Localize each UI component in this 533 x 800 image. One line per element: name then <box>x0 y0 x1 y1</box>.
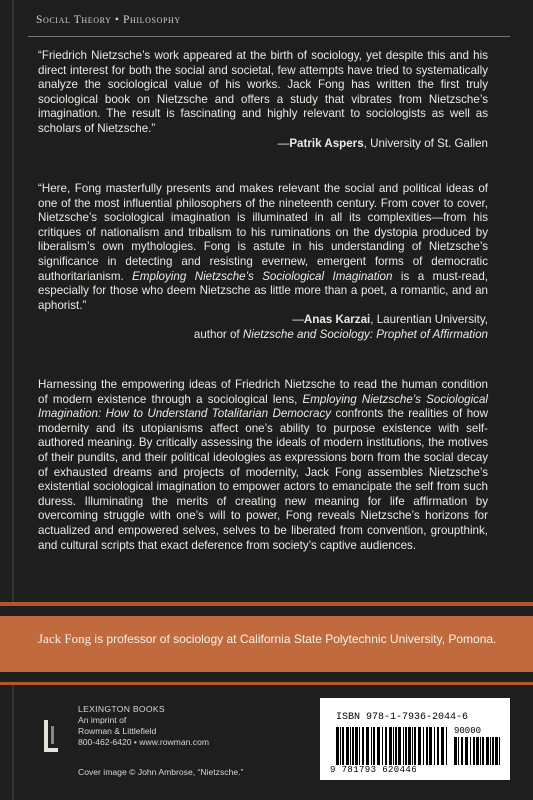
ean-number: 9 781793 620446 <box>330 765 418 775</box>
publisher-logo-icon <box>42 718 64 754</box>
category-label: Social Theory • Philosophy <box>36 14 181 26</box>
spacer <box>0 606 533 616</box>
publisher-info <box>78 704 209 748</box>
endorsement-1 <box>38 49 488 151</box>
endorser-credit: author of Nietzsche and Sociology: Prophet of Affirmation <box>193 327 488 341</box>
divider <box>28 36 510 37</box>
author-name: Jack Fong <box>38 631 92 646</box>
publisher-name: LEXINGTON BOOKS <box>78 704 165 714</box>
author-bio: Jack Fong is professor of sociology at California State Polytechnic University, Pomona. <box>38 631 497 646</box>
isbn-label: ISBN 978-1-7936-2044-6 <box>336 712 469 723</box>
book-title: Employing Nietzsche’s Sociological Imagination <box>132 269 393 283</box>
endorsement-text: “Friedrich Nietzsche’s work appeared at the birth of sociology, yet despite this and his direct interest for both the social and societal, few attempts have tried to systematically analyze the sociological value of his works. Jack Fong has written the first truly sociological book on Nietzsche and offers a study that vibrates from Nietzsche’s imagination. The result is fascinating and highly relevant to sociologists as well as scholars of Nietzsche.” <box>38 49 488 135</box>
cover-credit: Cover image © John Ambrose, “Nietzsche.” <box>78 767 244 777</box>
endorser-name: Patrik Aspers <box>289 136 364 150</box>
endorser-name: Anas Karzai <box>303 313 371 327</box>
book-title: Employing Nietzsche’s Sociological Imagination: How to Understand Totalitarian Democracy <box>38 392 488 421</box>
publisher-line: Rowman & Littlefield <box>78 726 157 736</box>
spacer <box>0 672 533 682</box>
accent-rule <box>0 682 533 685</box>
endorsement-2: “Here, Fong masterfully presents and makes relevant the social and political ideas of one of the most influential philosophers of the nineteenth century. From cover to cover, Nietzsche’s sociological imagination is illuminated in all its complexities—from his critiques of nationalism and tribalism to his ruminations on the dystopia produced by liberalism’s own mythologies. Fong is astute in his understanding of Nietzsche’s significance in detecting and resisting evernew, emergent forms of democratic authoritarianism. Employing Nietzsche’s Sociological Imagination is a must-read, especially for those who deem Nietzsche as little more than a poet, a romantic, and an aphorist.” —Anas Karzai, Laurentian University, author of Nietzsche and Sociology: Prophet of Affirmation <box>38 182 488 341</box>
publisher-line: An imprint of <box>78 715 127 725</box>
publisher-contact: 800-462-6420 • www.rowman.com <box>78 737 210 747</box>
ean-barcode <box>336 727 448 765</box>
book-description: Harnessing the empowering ideas of Friedrich Nietzsche to read the human condition of modern existence through a sociological lens, Employing Nietzsche’s Sociological Imagination: How to Understand Totalitarian Democracy confronts the realities of how modernity and its utopianisms affect one’s ability to purpose existence with self-authored meaning. By critically assessing the ideals of modern institutions, the motives of their pundits, and their political ideologies as expressions born from the social decay of exhausted dreams and projects of modernity, Jack Fong assembles Nietzsche’s existential sociological imagination to empower actors to emancipate the self from such duress. Illuminating the merits of creating new meaning for life affirmation by overcoming struggle with one’s will to power, Fong reveals Nietzsche’s horizons for actualized and empowered selves, selves to be liberated from convention, groupthink, and cultural scripts that exact deference from society’s captive audiences. <box>38 378 488 552</box>
price-code: 90000 <box>454 726 482 736</box>
endorsement-attribution: —Patrik Aspers, University of St. Gallen <box>277 136 488 150</box>
endorsement-attribution: —Anas Karzai, Laurentian University, <box>292 313 488 327</box>
price-barcode <box>454 737 502 765</box>
